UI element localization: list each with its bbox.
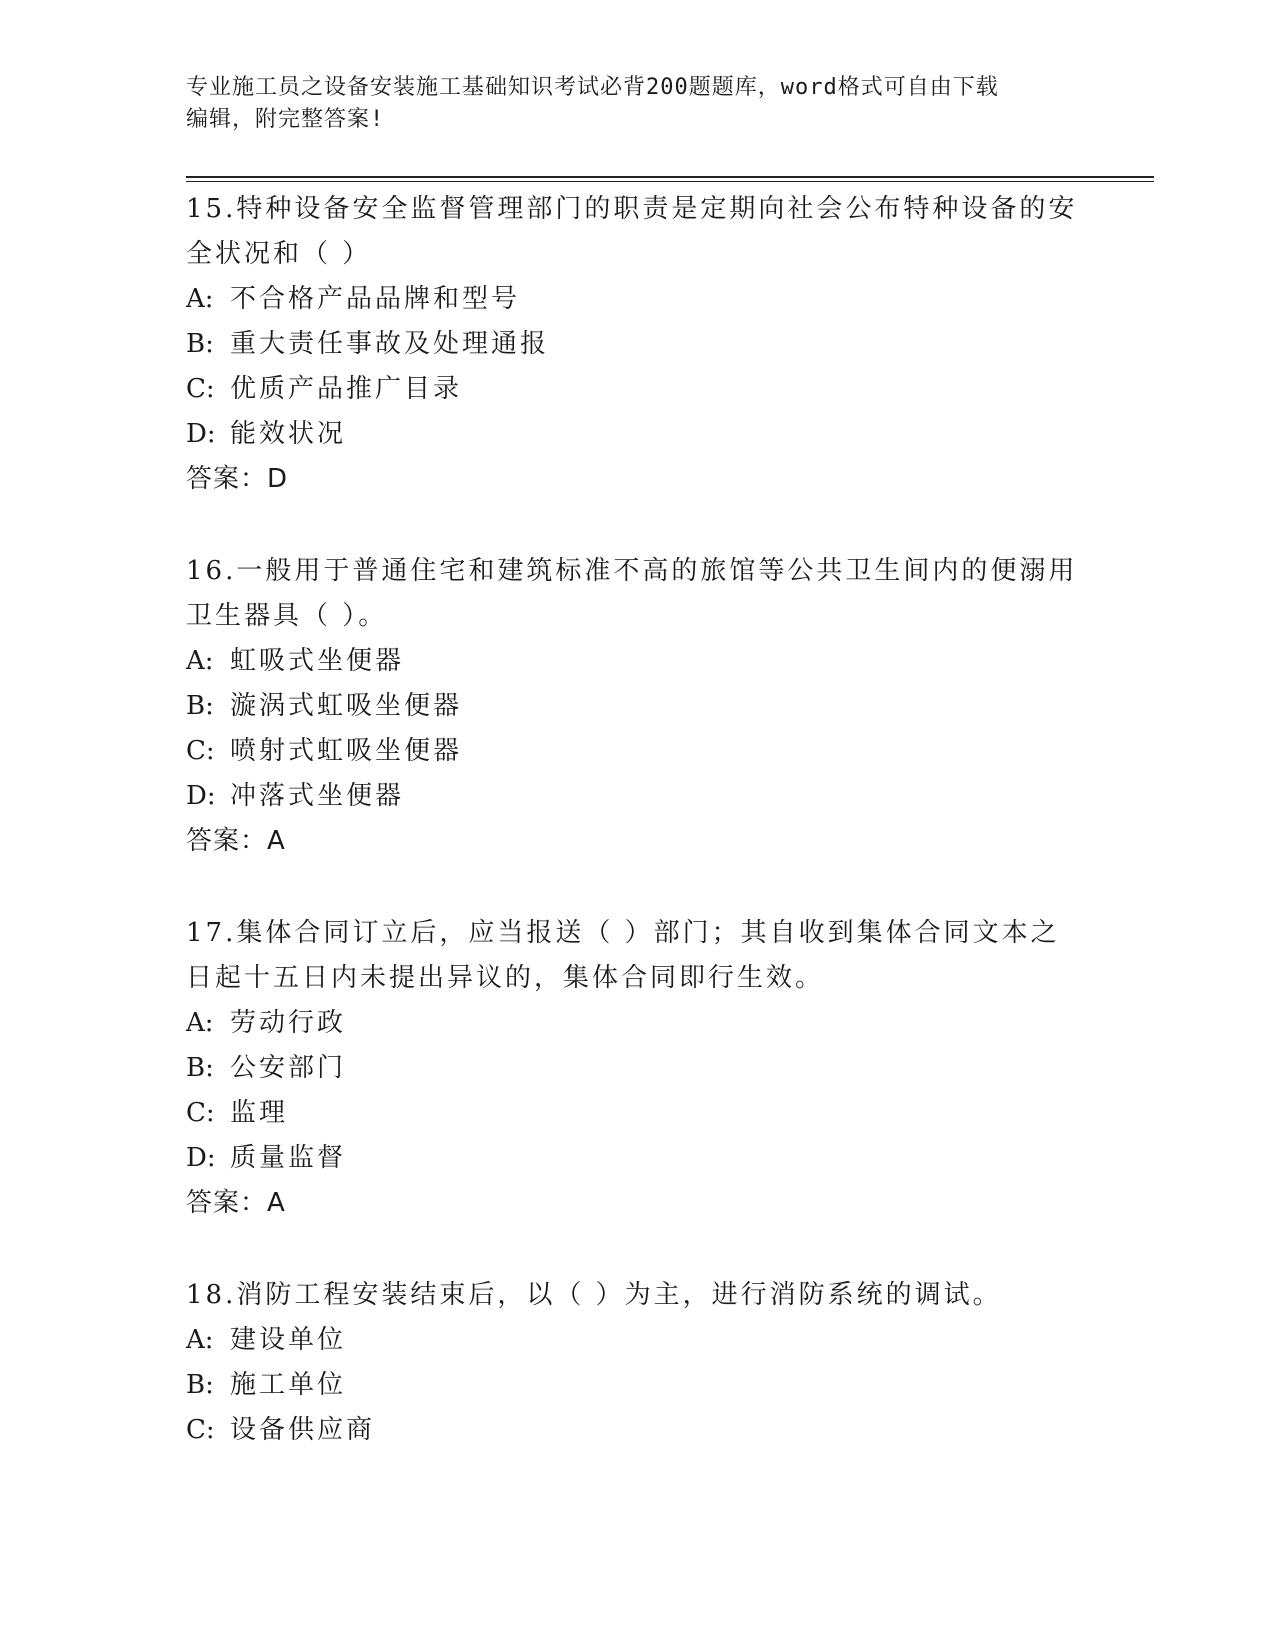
option-d <box>186 774 1086 819</box>
option-key: A: <box>186 1325 214 1355</box>
option-a <box>186 277 1086 322</box>
question-stem-line-2: 日起十五日内未提出异议的，集体合同即行生效。 <box>186 963 825 993</box>
option-key: A: <box>186 1008 214 1038</box>
option-b <box>186 1046 1086 1091</box>
option-key: A: <box>186 646 214 676</box>
header-line-1: 专业施工员之设备安装施工基础知识考试必背200题题库，word格式可自由下载 <box>186 75 999 100</box>
question-17 <box>186 911 1086 1226</box>
question-stem-line-2: 卫生器具（ ）。 <box>186 601 388 631</box>
option-key: B: <box>186 691 214 721</box>
option-a <box>186 1318 1086 1363</box>
header-line-2: 编辑，附完整答案! <box>186 107 385 132</box>
option-b <box>186 684 1086 729</box>
option-c <box>186 367 1086 412</box>
option-text: 施工单位 <box>230 1370 347 1400</box>
option-key: D: <box>186 1143 216 1173</box>
answer-line: 答案：D <box>186 464 289 494</box>
option-a <box>186 1001 1086 1046</box>
option-key: C: <box>186 1415 215 1445</box>
option-text: 重大责任事故及处理通报 <box>230 329 550 359</box>
option-b <box>186 322 1086 367</box>
question-15 <box>186 187 1086 502</box>
option-text: 喷射式虹吸坐便器 <box>230 736 463 766</box>
option-key: D: <box>186 781 216 811</box>
document-header <box>186 72 1066 136</box>
option-key: B: <box>186 1370 214 1400</box>
question-stem-line-1: 17.集体合同订立后，应当报送（ ）部门；其自收到集体合同文本之 <box>186 918 1060 948</box>
option-text: 劳动行政 <box>230 1008 347 1038</box>
option-text: 质量监督 <box>230 1143 347 1173</box>
answer-line: 答案：A <box>186 826 286 856</box>
option-key: A: <box>186 284 214 314</box>
option-d <box>186 412 1086 457</box>
option-text: 能效状况 <box>230 419 347 449</box>
question-stem-line-2: 全状况和（ ） <box>186 239 372 269</box>
option-text: 建设单位 <box>230 1325 347 1355</box>
option-text: 设备供应商 <box>230 1415 376 1445</box>
option-key: D: <box>186 419 216 449</box>
option-key: B: <box>186 1053 214 1083</box>
option-key: C: <box>186 374 215 404</box>
question-stem-line-1: 16.一般用于普通住宅和建筑标准不高的旅馆等公共卫生间内的便溺用 <box>186 556 1078 586</box>
option-text: 监理 <box>230 1098 289 1128</box>
header-divider-thin <box>186 181 1154 182</box>
option-b <box>186 1363 1086 1408</box>
option-text: 虹吸式坐便器 <box>230 646 405 676</box>
option-text: 优质产品推广目录 <box>230 374 463 404</box>
header-divider-thick <box>186 176 1154 178</box>
option-key: C: <box>186 736 215 766</box>
option-text: 公安部门 <box>230 1053 347 1083</box>
option-text: 冲落式坐便器 <box>230 781 405 811</box>
option-c <box>186 729 1086 774</box>
question-stem-line-1: 15.特种设备安全监督管理部门的职责是定期向社会公布特种设备的安 <box>186 194 1078 224</box>
option-text: 漩涡式虹吸坐便器 <box>230 691 463 721</box>
answer-line: 答案：A <box>186 1188 286 1218</box>
option-a <box>186 639 1086 684</box>
question-16 <box>186 549 1086 864</box>
question-18 <box>186 1273 1086 1453</box>
question-stem-line-1: 18.消防工程安装结束后，以（ ）为主，进行消防系统的调试。 <box>186 1280 1002 1310</box>
option-key: C: <box>186 1098 215 1128</box>
option-key: B: <box>186 329 214 359</box>
option-c <box>186 1408 1086 1453</box>
option-c <box>186 1091 1086 1136</box>
option-text: 不合格产品品牌和型号 <box>230 284 521 314</box>
option-d <box>186 1136 1086 1181</box>
